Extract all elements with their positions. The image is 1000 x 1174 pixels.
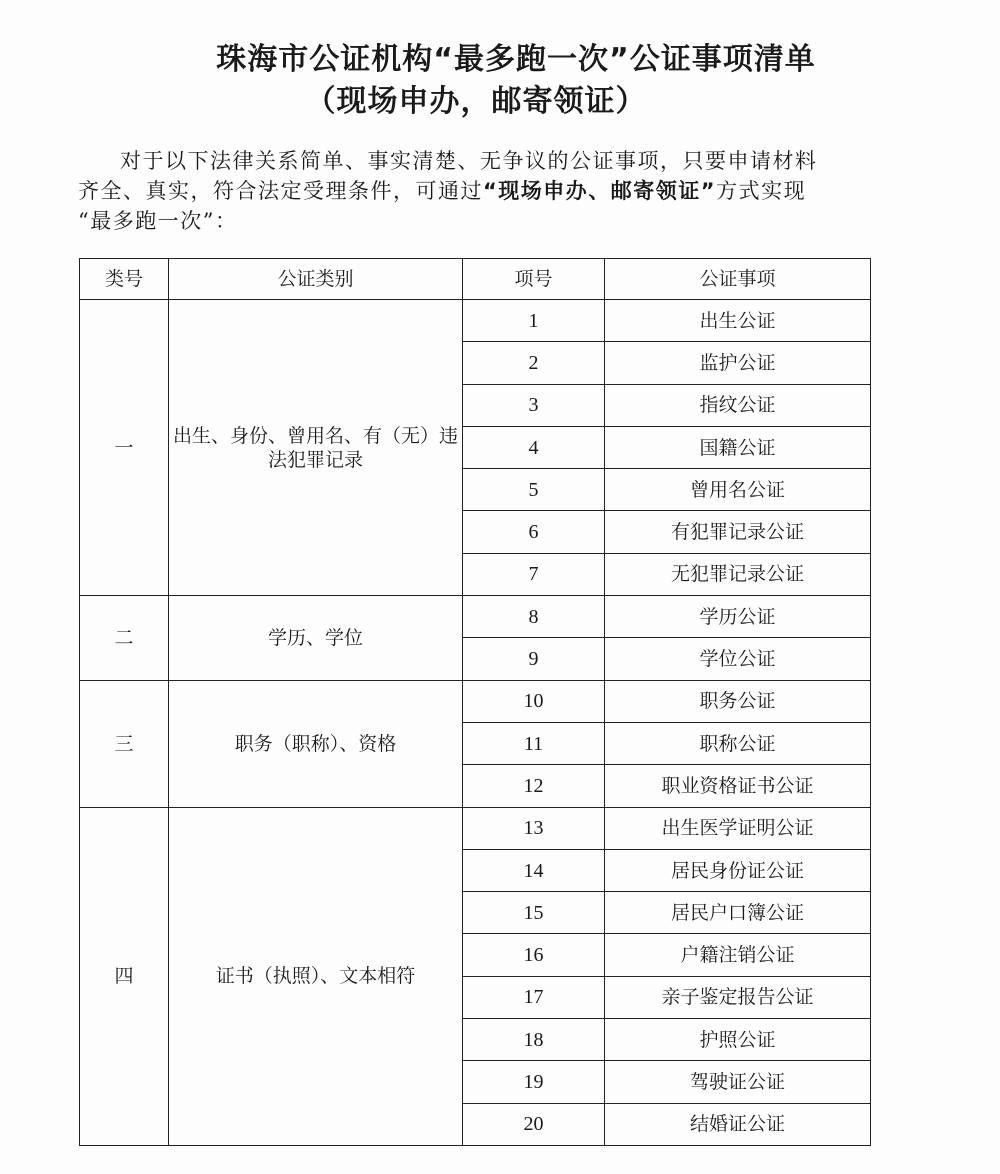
item-name-cell: 居民身份证公证 [605,849,871,891]
item-name-cell: 户籍注销公证 [605,934,871,976]
header-class-no: 类号 [80,259,169,300]
item-number-cell: 7 [463,553,605,595]
item-number-cell: 13 [463,807,605,849]
item-name-cell: 国籍公证 [605,426,871,468]
header-item: 公证事项 [605,259,871,300]
class-number-cell: 二 [80,596,169,681]
document-subtitle: （现场申办，邮寄领证） [305,84,647,119]
item-number-cell: 10 [463,680,605,722]
header-category: 公证类别 [169,259,463,300]
notary-items-table [79,258,871,1146]
table-row [80,807,871,849]
item-name-cell: 无犯罪记录公证 [605,553,871,595]
item-number-cell: 17 [463,976,605,1018]
item-number-cell: 6 [463,511,605,553]
item-number-cell: 16 [463,934,605,976]
table-row [80,680,871,722]
item-number-cell: 3 [463,384,605,426]
item-name-cell: 出生公证 [605,300,871,342]
item-number-cell: 11 [463,722,605,764]
item-number-cell: 8 [463,596,605,638]
item-name-cell: 结婚证公证 [605,1103,871,1145]
item-number-cell: 15 [463,892,605,934]
class-number-cell: 四 [80,807,169,1145]
item-name-cell: 护照公证 [605,1019,871,1061]
item-name-cell: 监护公证 [605,342,871,384]
item-number-cell: 2 [463,342,605,384]
item-name-cell: 职称公证 [605,722,871,764]
item-name-cell: 指纹公证 [605,384,871,426]
item-name-cell: 有犯罪记录公证 [605,511,871,553]
intro-line-2 [78,176,878,206]
item-number-cell: 1 [463,300,605,342]
intro-line-2-end: 方式实现 [716,179,807,203]
item-number-cell: 5 [463,469,605,511]
item-number-cell: 19 [463,1061,605,1103]
item-number-cell: 9 [463,638,605,680]
table-header-row [80,259,871,300]
item-number-cell: 4 [463,426,605,468]
class-number-cell: 一 [80,300,169,596]
header-item-no: 项号 [463,259,605,300]
item-number-cell: 20 [463,1103,605,1145]
class-number-cell: 三 [80,680,169,807]
item-number-cell: 18 [463,1019,605,1061]
item-name-cell: 学历公证 [605,596,871,638]
item-name-cell: 出生医学证明公证 [605,807,871,849]
item-name-cell: 曾用名公证 [605,469,871,511]
item-number-cell: 12 [463,765,605,807]
category-cell: 职务（职称）、资格 [169,680,463,807]
table-body [80,300,871,1146]
category-cell: 证书（执照）、文本相符 [169,807,463,1145]
intro-line-3: “最多跑一次”： [78,209,238,233]
intro-line-2-start: 齐全、真实，符合法定受理条件，可通过 [78,179,483,203]
intro-line-1: 对于以下法律关系简单、事实清楚、无争议的公证事项，只要申请材料 [120,149,818,173]
item-name-cell: 职业资格证书公证 [605,765,871,807]
intro-emphasis: “现场申办、邮寄领证” [483,179,717,203]
item-number-cell: 14 [463,849,605,891]
item-name-cell: 学位公证 [605,638,871,680]
item-name-cell: 职务公证 [605,680,871,722]
item-name-cell: 居民户口簿公证 [605,892,871,934]
table-row [80,596,871,638]
document-title: 珠海市公证机构“最多跑一次”公证事项清单 [216,42,816,77]
item-name-cell: 驾驶证公证 [605,1061,871,1103]
category-cell: 出生、身份、曾用名、有（无）违法犯罪记录 [169,300,463,596]
table-row [80,300,871,342]
item-name-cell: 亲子鉴定报告公证 [605,976,871,1018]
category-cell: 学历、学位 [169,596,463,681]
